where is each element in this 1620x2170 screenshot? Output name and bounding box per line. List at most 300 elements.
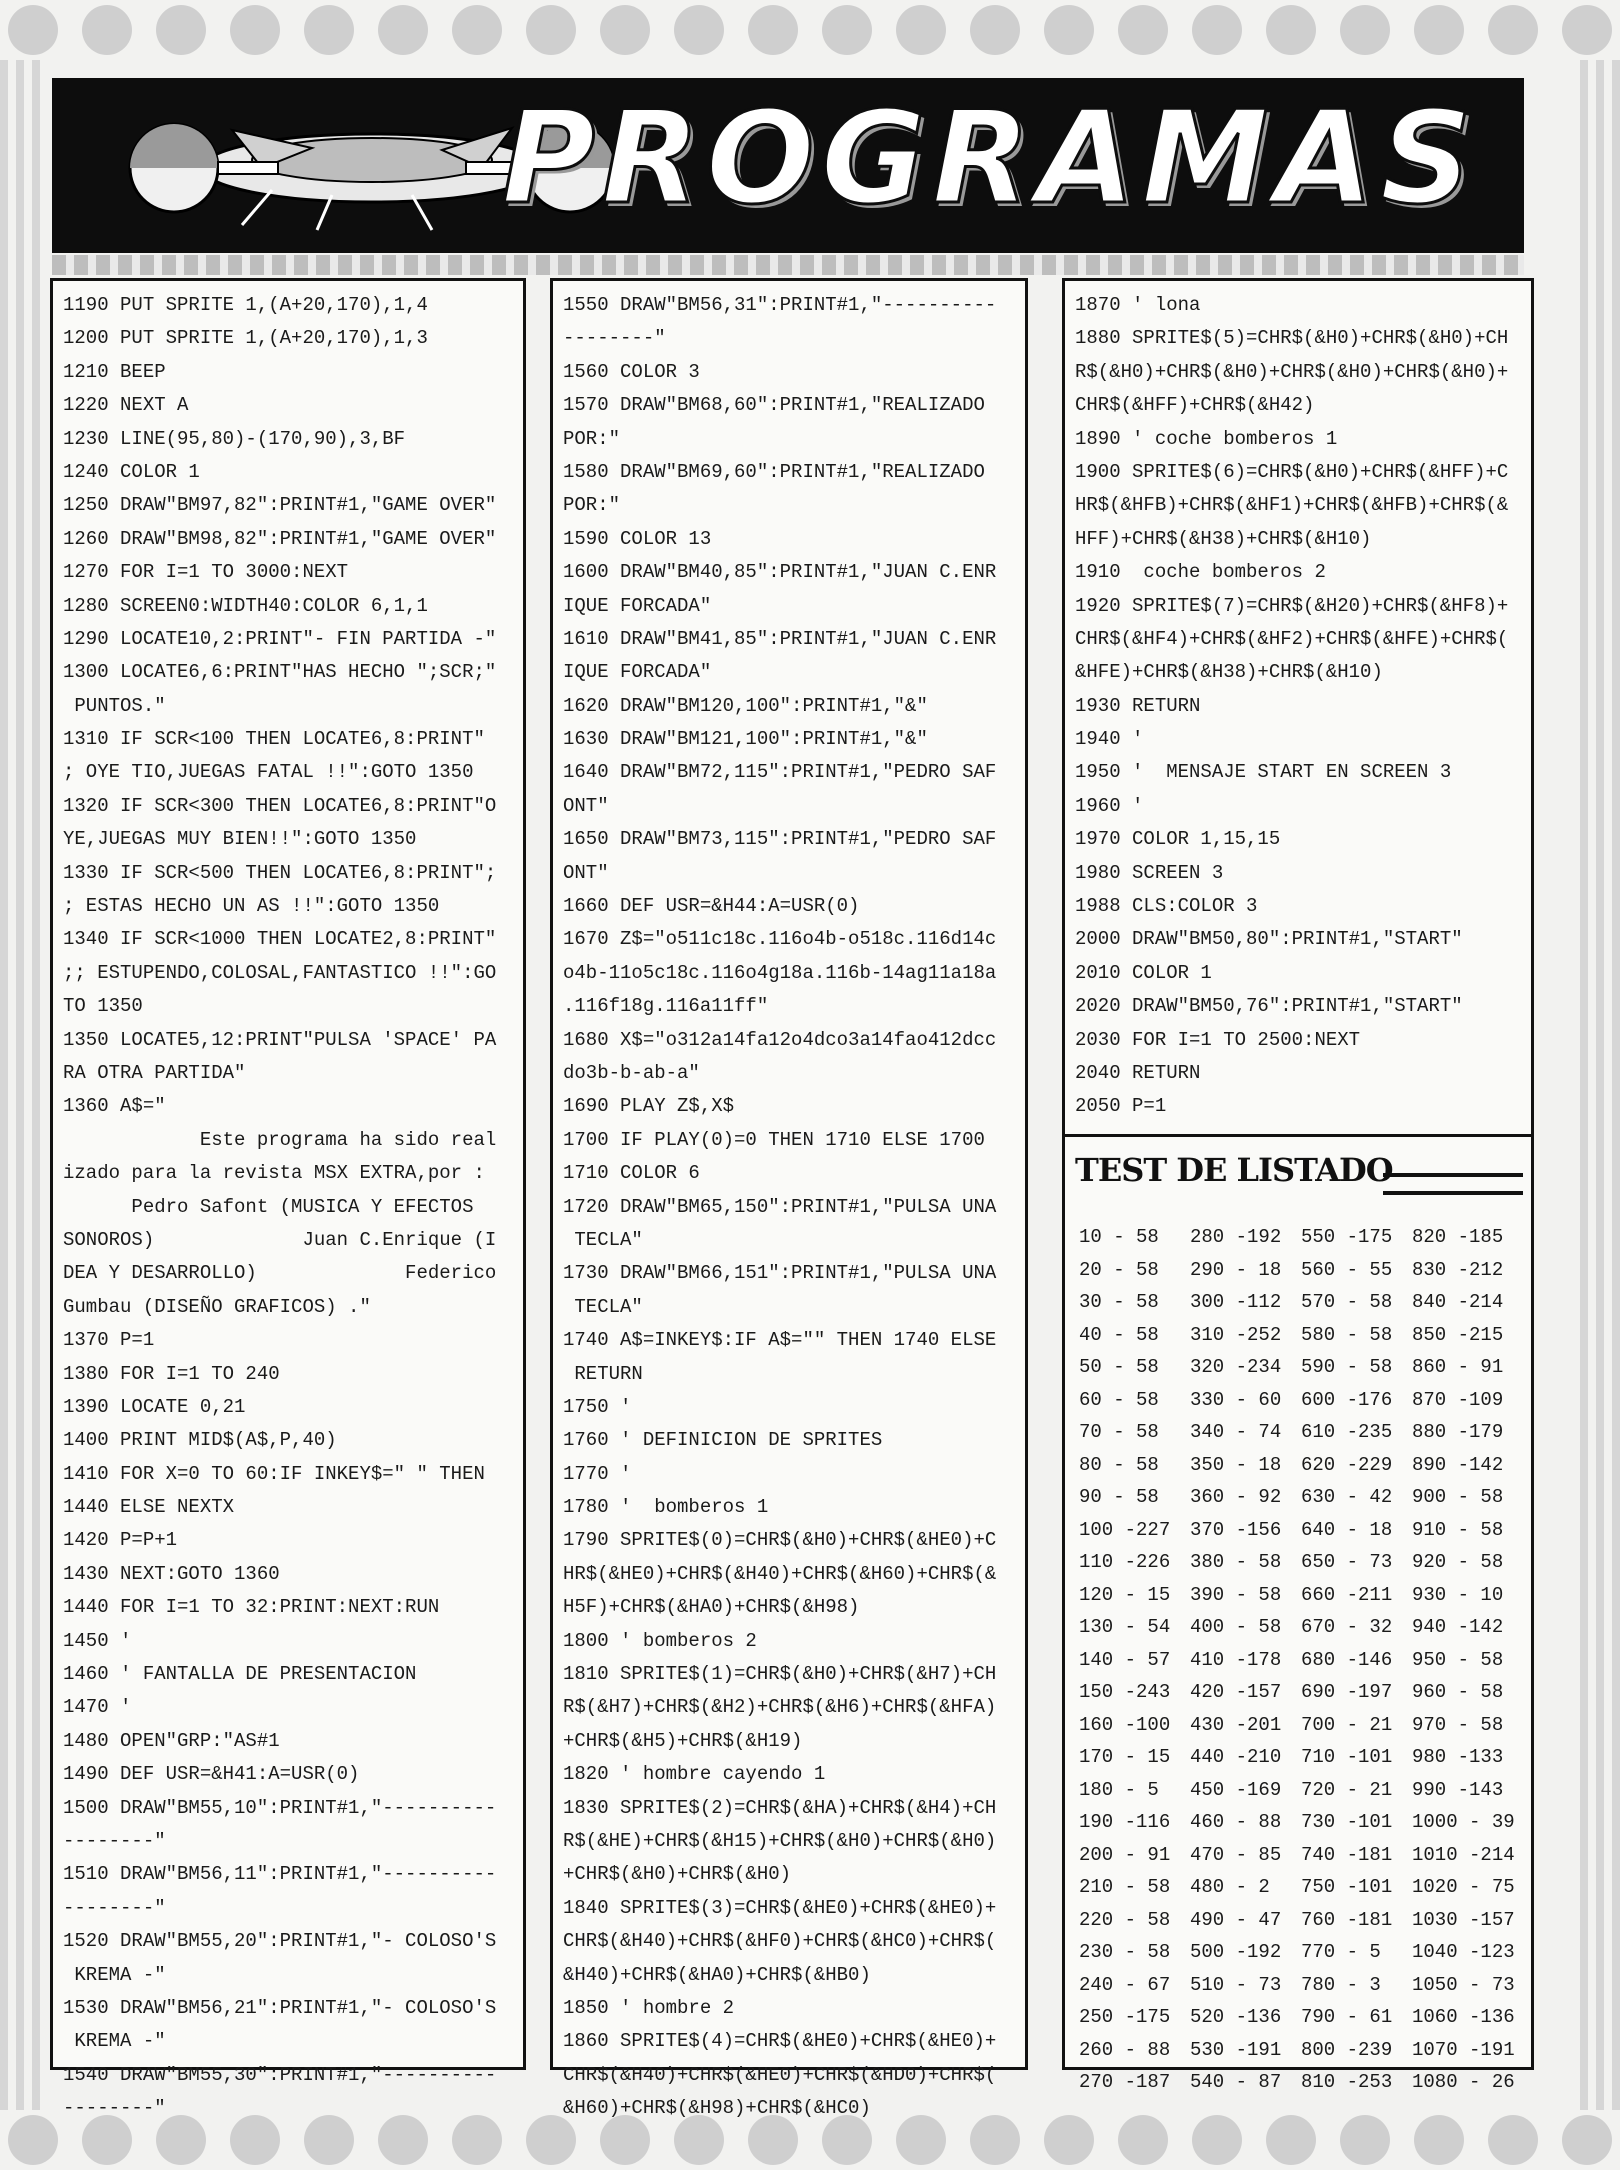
perforation-hole <box>82 5 132 55</box>
code-line: 1970 COLOR 1,15,15 <box>1075 828 1281 851</box>
code-line: 1600 DRAW"BM40,85":PRINT#1,"JUAN C.ENR <box>563 561 997 584</box>
code-line: 1640 DRAW"BM72,115":PRINT#1,"PEDRO SAF <box>563 761 997 784</box>
code-line: 1270 FOR I=1 TO 3000:NEXT <box>63 561 349 584</box>
code-line: 1650 DRAW"BM73,115":PRINT#1,"PEDRO SAF <box>563 828 997 851</box>
code-line: 1700 IF PLAY(0)=0 THEN 1710 ELSE 1700 <box>563 1128 985 1151</box>
code-line: 1860 SPRITE$(4)=CHR$(&HE0)+CHR$(&HE0)+ <box>563 2030 997 2053</box>
checksum-cell: 1080 - 26 <box>1412 2071 1515 2094</box>
code-line: IQUE FORCADA" <box>563 661 712 684</box>
checksum-cell: 520 -136 <box>1190 2006 1282 2029</box>
checksum-cell: 820 -185 <box>1412 1226 1504 1249</box>
checksum-cell: 320 -234 <box>1190 1356 1282 1379</box>
code-line: HFF)+CHR$(&H38)+CHR$(&H10) <box>1075 527 1372 550</box>
checksum-cell: 560 - 55 <box>1301 1258 1393 1281</box>
checksum-cell: 110 -226 <box>1079 1551 1171 1574</box>
table-row <box>1079 1384 1523 1417</box>
checksum-cell: 470 - 85 <box>1190 1843 1282 1866</box>
code-line: 1530 DRAW"BM56,21":PRINT#1,"- COLOSO'S <box>63 1996 497 2019</box>
checksum-cell: 210 - 58 <box>1079 1876 1171 1899</box>
code-line: 1580 DRAW"BM69,60":PRINT#1,"REALIZADO <box>563 460 985 483</box>
perforation-hole <box>1488 2115 1538 2165</box>
code-line: do3b-b-ab-a" <box>563 1061 700 1084</box>
code-line: 1870 ' lona <box>1075 294 1201 316</box>
checksum-cell: 630 - 42 <box>1301 1486 1393 1509</box>
code-line: 1980 SCREEN 3 <box>1075 861 1224 884</box>
perforation-hole <box>1414 2115 1464 2165</box>
code-line: 1630 DRAW"BM121,100":PRINT#1,"&" <box>563 728 928 751</box>
code-line: 1880 SPRITE$(5)=CHR$(&H0)+CHR$(&H0)+CH <box>1075 327 1509 350</box>
code-line: --------" <box>563 327 666 350</box>
code-line: HR$(&HFB)+CHR$(&HF1)+CHR$(&HFB)+CHR$(& <box>1075 494 1509 517</box>
code-line: 1760 ' DEFINICION DE SPRITES <box>563 1429 883 1452</box>
checksum-cell: 740 -181 <box>1301 1843 1393 1866</box>
code-line: RETURN <box>563 1362 643 1385</box>
code-line: .116f18g.116a11ff" <box>563 995 769 1018</box>
code-line: 1330 IF SCR<500 THEN LOCATE6,8:PRINT"; <box>63 861 497 884</box>
checksum-cell: 190 -116 <box>1079 1811 1171 1834</box>
code-line: R$(&H0)+CHR$(&H0)+CHR$(&H0)+CHR$(&H0)+ <box>1075 360 1509 383</box>
code-line: 1220 NEXT A <box>63 394 189 417</box>
section-title: PROGRAMAS <box>501 84 1478 233</box>
checksum-cell: 430 -201 <box>1190 1713 1282 1736</box>
checksum-cell: 810 -253 <box>1301 2071 1393 2094</box>
code-line: 1920 SPRITE$(7)=CHR$(&H20)+CHR$(&HF8)+ <box>1075 594 1509 617</box>
checksum-cell: 260 - 88 <box>1079 2038 1171 2061</box>
code-line: 1780 ' bomberos 1 <box>563 1496 769 1519</box>
checksum-cell: 1020 - 75 <box>1412 1876 1515 1899</box>
code-line: 1730 DRAW"BM66,151":PRINT#1,"PULSA UNA <box>563 1262 997 1285</box>
code-line: +CHR$(&H0)+CHR$(&H0) <box>563 1863 792 1886</box>
code-line: +CHR$(&H5)+CHR$(&H19) <box>563 1729 803 1752</box>
checksum-cell: 550 -175 <box>1301 1226 1393 1249</box>
table-row <box>1079 1286 1523 1319</box>
code-line: Este programa ha sido real <box>63 1128 497 1151</box>
checksum-cell: 660 -211 <box>1301 1583 1393 1606</box>
code-line: 1430 NEXT:GOTO 1360 <box>63 1562 280 1585</box>
table-row <box>1079 1741 1523 1774</box>
code-line: 2040 RETURN <box>1075 1061 1201 1084</box>
checksum-cell: 800 -239 <box>1301 2038 1393 2061</box>
code-line: &H40)+CHR$(&HA0)+CHR$(&HB0) <box>563 1963 871 1986</box>
code-line: DEA Y DESARROLLO) Federico <box>63 1262 497 1285</box>
code-line: 1410 FOR X=0 TO 60:IF INKEY$=" " THEN <box>63 1462 485 1485</box>
perforation-hole <box>1340 2115 1390 2165</box>
checksum-cell: 880 -179 <box>1412 1421 1504 1444</box>
checksum-cell: 180 - 5 <box>1079 1778 1159 1801</box>
code-line: 1320 IF SCR<300 THEN LOCATE6,8:PRINT"O <box>63 794 497 817</box>
code-line: TECLA" <box>563 1295 643 1318</box>
table-row <box>1079 1351 1523 1384</box>
checksum-cell: 510 - 73 <box>1190 1973 1282 1996</box>
code-line: 1950 ' MENSAJE START EN SCREEN 3 <box>1075 761 1452 784</box>
code-line: 1250 DRAW"BM97,82":PRINT#1,"GAME OVER" <box>63 494 497 517</box>
checksum-cell: 400 - 58 <box>1190 1616 1282 1639</box>
code-line: 1390 LOCATE 0,21 <box>63 1395 246 1418</box>
code-line: 1350 LOCATE5,12:PRINT"PULSA 'SPACE' PA <box>63 1028 497 1051</box>
checksum-cell: 700 - 21 <box>1301 1713 1393 1736</box>
code-line: 1850 ' hombre 2 <box>563 1996 735 2019</box>
title-rule <box>1383 1173 1523 1195</box>
code-line: o4b-11o5c18c.116o4g18a.116b-14ag11a18a <box>563 961 997 984</box>
checksum-cell: 1030 -157 <box>1412 1908 1515 1931</box>
code-line: 1520 DRAW"BM55,20":PRINT#1,"- COLOSO'S <box>63 1930 497 1953</box>
perforation-hole <box>1562 5 1612 55</box>
perforation-hole <box>1044 5 1094 55</box>
code-line: 1770 ' <box>563 1462 632 1485</box>
checksum-cell: 870 -109 <box>1412 1388 1504 1411</box>
code-line: 1290 LOCATE10,2:PRINT"- FIN PARTIDA -" <box>63 627 497 650</box>
checksum-cell: 720 - 21 <box>1301 1778 1393 1801</box>
table-row <box>1079 1936 1523 1969</box>
checksum-cell: 770 - 5 <box>1301 1941 1381 1964</box>
checksum-cell: 640 - 18 <box>1301 1518 1393 1541</box>
perforation-hole <box>1414 5 1464 55</box>
table-row <box>1079 1546 1523 1579</box>
perforation-top <box>0 0 1620 60</box>
table-row <box>1079 1481 1523 1514</box>
checksum-cell: 130 - 54 <box>1079 1616 1171 1639</box>
checksum-cell: 840 -214 <box>1412 1291 1504 1314</box>
code-line: ; OYE TIO,JUEGAS FATAL !!":GOTO 1350 <box>63 761 474 784</box>
checksum-cell: 1060 -136 <box>1412 2006 1515 2029</box>
code-line: 1570 DRAW"BM68,60":PRINT#1,"REALIZADO <box>563 394 985 417</box>
checksum-cell: 1040 -123 <box>1412 1941 1515 1964</box>
code-line: 1480 OPEN"GRP:"AS#1 <box>63 1729 280 1752</box>
checksum-cell: 70 - 58 <box>1079 1421 1159 1444</box>
table-row <box>1079 1644 1523 1677</box>
checksum-cell: 120 - 15 <box>1079 1583 1171 1606</box>
code-line: 1810 SPRITE$(1)=CHR$(&H0)+CHR$(&H7)+CH <box>563 1663 997 1686</box>
perforation-hole <box>1266 2115 1316 2165</box>
perforation-hole <box>970 5 1020 55</box>
checksum-cell: 1050 - 73 <box>1412 1973 1515 1996</box>
perforation-hole <box>748 5 798 55</box>
checksum-cell: 290 - 18 <box>1190 1258 1282 1281</box>
checksum-cell: 850 -215 <box>1412 1323 1504 1346</box>
checksum-cell: 690 -197 <box>1301 1681 1393 1704</box>
checksum-cell: 280 -192 <box>1190 1226 1282 1249</box>
checksum-cell: 780 - 3 <box>1301 1973 1381 1996</box>
code-line: 1800 ' bomberos 2 <box>563 1629 757 1652</box>
code-line: 1660 DEF USR=&H44:A=USR(0) <box>563 895 860 918</box>
code-line: 1790 SPRITE$(0)=CHR$(&H0)+CHR$(&HE0)+C <box>563 1529 997 1552</box>
code-line: 1550 DRAW"BM56,31":PRINT#1,"---------- <box>563 294 997 316</box>
code-line: 1400 PRINT MID$(A$,P,40) <box>63 1429 337 1452</box>
code-line: 1440 ELSE NEXTX <box>63 1496 235 1519</box>
code-line: &H60)+CHR$(&H98)+CHR$(&HC0) <box>563 2097 871 2120</box>
checksum-cell: 20 - 58 <box>1079 1258 1159 1281</box>
checksum-cell: 940 -142 <box>1412 1616 1504 1639</box>
table-row <box>1079 2066 1523 2099</box>
checksum-cell: 570 - 58 <box>1301 1291 1393 1314</box>
code-line: 1490 DEF USR=&H41:A=USR(0) <box>63 1763 360 1786</box>
table-row <box>1079 1806 1523 1839</box>
code-line: 1240 COLOR 1 <box>63 460 200 483</box>
checksum-cell: 330 - 60 <box>1190 1388 1282 1411</box>
table-row <box>1079 1449 1523 1482</box>
perforation-hole <box>1562 2115 1612 2165</box>
code-line: 1230 LINE(95,80)-(170,90),3,BF <box>63 427 406 450</box>
perforation-hole <box>8 5 58 55</box>
checksum-cell: 460 - 88 <box>1190 1811 1282 1834</box>
checksum-cell: 980 -133 <box>1412 1746 1504 1769</box>
checksum-cell: 220 - 58 <box>1079 1908 1171 1931</box>
code-line: POR:" <box>563 427 621 450</box>
checksum-cell: 250 -175 <box>1079 2006 1171 2029</box>
checksum-cell: 240 - 67 <box>1079 1973 1171 1996</box>
code-line: 1340 IF SCR<1000 THEN LOCATE2,8:PRINT" <box>63 928 497 951</box>
code-line: 1840 SPRITE$(3)=CHR$(&HE0)+CHR$(&HE0)+ <box>563 1896 997 1919</box>
checksum-cell: 530 -191 <box>1190 2038 1282 2061</box>
perforation-hole <box>600 5 650 55</box>
code-line: YE,JUEGAS MUY BIEN!!":GOTO 1350 <box>63 828 417 851</box>
table-row <box>1079 1221 1523 1254</box>
code-line: R$(&H7)+CHR$(&H2)+CHR$(&H6)+CHR$(&HFA) <box>563 1696 997 1719</box>
code-line: 1200 PUT SPRITE 1,(A+20,170),1,3 <box>63 327 428 350</box>
checksum-cell: 650 - 73 <box>1301 1551 1393 1574</box>
test-listado-title: TEST DE LISTADO <box>1075 1151 1393 1189</box>
checksum-cell: 950 - 58 <box>1412 1648 1504 1671</box>
code-line: 1370 P=1 <box>63 1329 155 1352</box>
checksum-cell: 390 - 58 <box>1190 1583 1282 1606</box>
code-line: H5F)+CHR$(&HA0)+CHR$(&H98) <box>563 1596 860 1619</box>
checksum-cell: 540 - 87 <box>1190 2071 1282 2094</box>
table-row <box>1079 1969 1523 2002</box>
perforation-hole <box>1488 5 1538 55</box>
checksum-cell: 140 - 57 <box>1079 1648 1171 1671</box>
checksum-cell: 890 -142 <box>1412 1453 1504 1476</box>
perforation-hole <box>1192 5 1242 55</box>
checksum-cell: 600 -176 <box>1301 1388 1393 1411</box>
table-row <box>1079 1676 1523 1709</box>
code-line: 1300 LOCATE6,6:PRINT"HAS HECHO ";SCR;" <box>63 661 497 684</box>
checksum-cell: 610 -235 <box>1301 1421 1393 1444</box>
checksum-cell: 1070 -191 <box>1412 2038 1515 2061</box>
checksum-cell: 500 -192 <box>1190 1941 1282 1964</box>
code-line: 1470 ' <box>63 1696 132 1719</box>
checksum-cell: 620 -229 <box>1301 1453 1393 1476</box>
perforation-hole <box>896 5 946 55</box>
code-line: ;; ESTUPENDO,COLOSAL,FANTASTICO !!":GO <box>63 961 497 984</box>
table-row <box>1079 1774 1523 1807</box>
code-line: HR$(&HE0)+CHR$(&H40)+CHR$(&H60)+CHR$(& <box>563 1562 997 1585</box>
perforation-hole <box>8 2115 58 2165</box>
code-line: 1750 ' <box>563 1395 632 1418</box>
code-line: POR:" <box>563 494 621 517</box>
checksum-cell: 270 -187 <box>1079 2071 1171 2094</box>
code-line: 1590 COLOR 13 <box>563 527 712 550</box>
code-line: 1420 P=P+1 <box>63 1529 178 1552</box>
checksum-cell: 370 -156 <box>1190 1518 1282 1541</box>
checksum-cell: 50 - 58 <box>1079 1356 1159 1379</box>
checksum-cell: 730 -101 <box>1301 1811 1393 1834</box>
checksum-cell: 910 - 58 <box>1412 1518 1504 1541</box>
code-line: CHR$(&HFF)+CHR$(&H42) <box>1075 394 1315 417</box>
checksum-cell: 30 - 58 <box>1079 1291 1159 1314</box>
code-line: 1670 Z$="o511c18c.116o4b-o518c.116d14c <box>563 928 997 951</box>
checksum-cell: 40 - 58 <box>1079 1323 1159 1346</box>
checksum-cell: 300 -112 <box>1190 1291 1282 1314</box>
checksum-cell: 680 -146 <box>1301 1648 1393 1671</box>
code-line: --------" <box>63 1896 166 1919</box>
checksum-cell: 830 -212 <box>1412 1258 1504 1281</box>
code-line: &HFE)+CHR$(&H38)+CHR$(&H10) <box>1075 661 1383 684</box>
checksum-cell: 80 - 58 <box>1079 1453 1159 1476</box>
code-line: SONOROS) Juan C.Enrique (I <box>63 1228 497 1251</box>
checksum-cell: 670 - 32 <box>1301 1616 1393 1639</box>
code-line: 1940 ' <box>1075 728 1144 751</box>
listing-column-2 <box>550 278 1028 2120</box>
code-line: 1360 A$=" <box>63 1095 166 1118</box>
table-row <box>1079 1871 1523 1904</box>
code-line: 1620 DRAW"BM120,100":PRINT#1,"&" <box>563 694 928 717</box>
checksum-cell: 900 - 58 <box>1412 1486 1504 1509</box>
checksum-cell: 760 -181 <box>1301 1908 1393 1931</box>
code-line: 1280 SCREEN0:WIDTH40:COLOR 6,1,1 <box>63 594 428 617</box>
perforation-hole <box>822 5 872 55</box>
code-line: 1930 RETURN <box>1075 694 1201 717</box>
perforation-hole <box>378 5 428 55</box>
checksum-cell: 710 -101 <box>1301 1746 1393 1769</box>
code-line: 1260 DRAW"BM98,82":PRINT#1,"GAME OVER" <box>63 527 497 550</box>
checksum-cell: 310 -252 <box>1190 1323 1282 1346</box>
code-line: KREMA -" <box>63 1963 166 1986</box>
code-line: 1988 CLS:COLOR 3 <box>1075 895 1258 918</box>
code-line: 1690 PLAY Z$,X$ <box>563 1095 735 1118</box>
code-line: 2050 P=1 <box>1075 1095 1167 1118</box>
checksum-cell: 990 -143 <box>1412 1778 1504 1801</box>
checksum-cell: 490 - 47 <box>1190 1908 1282 1931</box>
test-listado-box <box>1062 1134 1534 2094</box>
code-line: KREMA -" <box>63 2030 166 2053</box>
checksum-cell: 200 - 91 <box>1079 1843 1171 1866</box>
perforation-hole <box>230 5 280 55</box>
table-row <box>1079 1319 1523 1352</box>
checksum-cell: 350 - 18 <box>1190 1453 1282 1476</box>
code-line: CHR$(&HF4)+CHR$(&HF2)+CHR$(&HFE)+CHR$( <box>1075 627 1509 650</box>
checksum-cell: 230 - 58 <box>1079 1941 1171 1964</box>
code-line: TECLA" <box>563 1228 643 1251</box>
checksum-cell: 160 -100 <box>1079 1713 1171 1736</box>
table-row <box>1079 1254 1523 1287</box>
table-row <box>1079 1514 1523 1547</box>
perforation-hole <box>1340 5 1390 55</box>
code-line: 1900 SPRITE$(6)=CHR$(&H0)+CHR$(&HFF)+C <box>1075 460 1509 483</box>
code-line: 1510 DRAW"BM56,11":PRINT#1,"---------- <box>63 1863 497 1886</box>
code-line: 1710 COLOR 6 <box>563 1162 700 1185</box>
table-row <box>1079 1709 1523 1742</box>
code-line: 1310 IF SCR<100 THEN LOCATE6,8:PRINT" <box>63 728 485 751</box>
code-line: 1460 ' FANTALLA DE PRESENTACION <box>63 1663 417 1686</box>
checksum-cell: 970 - 58 <box>1412 1713 1504 1736</box>
code-line: 1500 DRAW"BM55,10":PRINT#1,"---------- <box>63 1796 497 1819</box>
code-line: CHR$(&H40)+CHR$(&HE0)+CHR$(&HD0)+CHR$( <box>563 2063 997 2086</box>
code-line: 1830 SPRITE$(2)=CHR$(&HA)+CHR$(&H4)+CH <box>563 1796 997 1819</box>
code-line: R$(&HE)+CHR$(&H15)+CHR$(&H0)+CHR$(&H0) <box>563 1829 997 1852</box>
perforation-hole <box>1118 2115 1168 2165</box>
margin-stripes-left <box>0 60 40 2110</box>
checksum-cell: 920 - 58 <box>1412 1551 1504 1574</box>
listing-column-1 <box>50 278 526 2120</box>
checksum-cell: 360 - 92 <box>1190 1486 1282 1509</box>
checksum-cell: 90 - 58 <box>1079 1486 1159 1509</box>
code-line: Pedro Safont (MUSICA Y EFECTOS <box>63 1195 474 1218</box>
code-line: ; ESTAS HECHO UN AS !!":GOTO 1350 <box>63 895 440 918</box>
checksum-cell: 590 - 58 <box>1301 1356 1393 1379</box>
code-line: 1680 X$="o312a14fa12o4dco3a14fao412dcc <box>563 1028 997 1051</box>
checksum-cell: 750 -101 <box>1301 1876 1393 1899</box>
perforation-hole <box>1266 5 1316 55</box>
code-line: 2030 FOR I=1 TO 2500:NEXT <box>1075 1028 1361 1051</box>
code-line: 1610 DRAW"BM41,85":PRINT#1,"JUAN C.ENR <box>563 627 997 650</box>
perforation-hole <box>304 5 354 55</box>
checksum-cell: 440 -210 <box>1190 1746 1282 1769</box>
code-line: RA OTRA PARTIDA" <box>63 1061 246 1084</box>
checksum-cell: 1000 - 39 <box>1412 1811 1515 1834</box>
checksum-cell: 450 -169 <box>1190 1778 1282 1801</box>
checksum-cell: 790 - 61 <box>1301 2006 1393 2029</box>
code-line: 1540 DRAW"BM55,30":PRINT#1,"---------- <box>63 2063 497 2086</box>
banner-underline-strip <box>52 255 1524 275</box>
code-line: 1720 DRAW"BM65,150":PRINT#1,"PULSA UNA <box>563 1195 997 1218</box>
checksum-cell: 150 -243 <box>1079 1681 1171 1704</box>
checksum-cell: 170 - 15 <box>1079 1746 1171 1769</box>
code-line: 1820 ' hombre cayendo 1 <box>563 1763 826 1786</box>
table-row <box>1079 1416 1523 1449</box>
code-line: IQUE FORCADA" <box>563 594 712 617</box>
code-line: CHR$(&H40)+CHR$(&HF0)+CHR$(&HC0)+CHR$( <box>563 1930 997 1953</box>
perforation-hole <box>1192 2115 1242 2165</box>
code-line: --------" <box>63 2097 166 2120</box>
code-line: 1740 A$=INKEY$:IF A$="" THEN 1740 ELSE <box>563 1329 997 1352</box>
checksum-cell: 860 - 91 <box>1412 1356 1504 1379</box>
code-line: 1190 PUT SPRITE 1,(A+20,170),1,4 <box>63 294 428 316</box>
code-line: 1960 ' <box>1075 794 1144 817</box>
checksum-cell: 60 - 58 <box>1079 1388 1159 1411</box>
perforation-hole <box>452 5 502 55</box>
checksum-cell: 10 - 58 <box>1079 1226 1159 1249</box>
table-row <box>1079 2001 1523 2034</box>
table-row <box>1079 1611 1523 1644</box>
code-line: --------" <box>63 1829 166 1852</box>
perforation-hole <box>1044 2115 1094 2165</box>
checksum-cell: 420 -157 <box>1190 1681 1282 1704</box>
code-line: izado para la revista MSX EXTRA,por : <box>63 1162 485 1185</box>
code-line: 1210 BEEP <box>63 360 166 383</box>
checksum-cell: 580 - 58 <box>1301 1323 1393 1346</box>
section-banner <box>52 78 1524 253</box>
table-row <box>1079 1579 1523 1612</box>
code-line: 1910 coche bomberos 2 <box>1075 561 1326 584</box>
perforation-hole <box>156 5 206 55</box>
code-line: 1890 ' coche bomberos 1 <box>1075 427 1338 450</box>
code-line: ONT" <box>563 861 609 884</box>
checksum-cell: 410 -178 <box>1190 1648 1282 1671</box>
code-line: TO 1350 <box>63 995 143 1018</box>
checksum-cell: 380 - 58 <box>1190 1551 1282 1574</box>
margin-stripes-right <box>1580 60 1620 2110</box>
code-line: 2010 COLOR 1 <box>1075 961 1212 984</box>
perforation-hole <box>674 5 724 55</box>
code-line: 1380 FOR I=1 TO 240 <box>63 1362 280 1385</box>
perforation-hole <box>1118 5 1168 55</box>
checksum-cell: 930 - 10 <box>1412 1583 1504 1606</box>
perforation-hole <box>526 5 576 55</box>
code-line: 1560 COLOR 3 <box>563 360 700 383</box>
checksum-table <box>1079 1221 1523 2099</box>
checksum-cell: 1010 -214 <box>1412 1843 1515 1866</box>
listing-column-3 <box>1062 278 1534 1162</box>
